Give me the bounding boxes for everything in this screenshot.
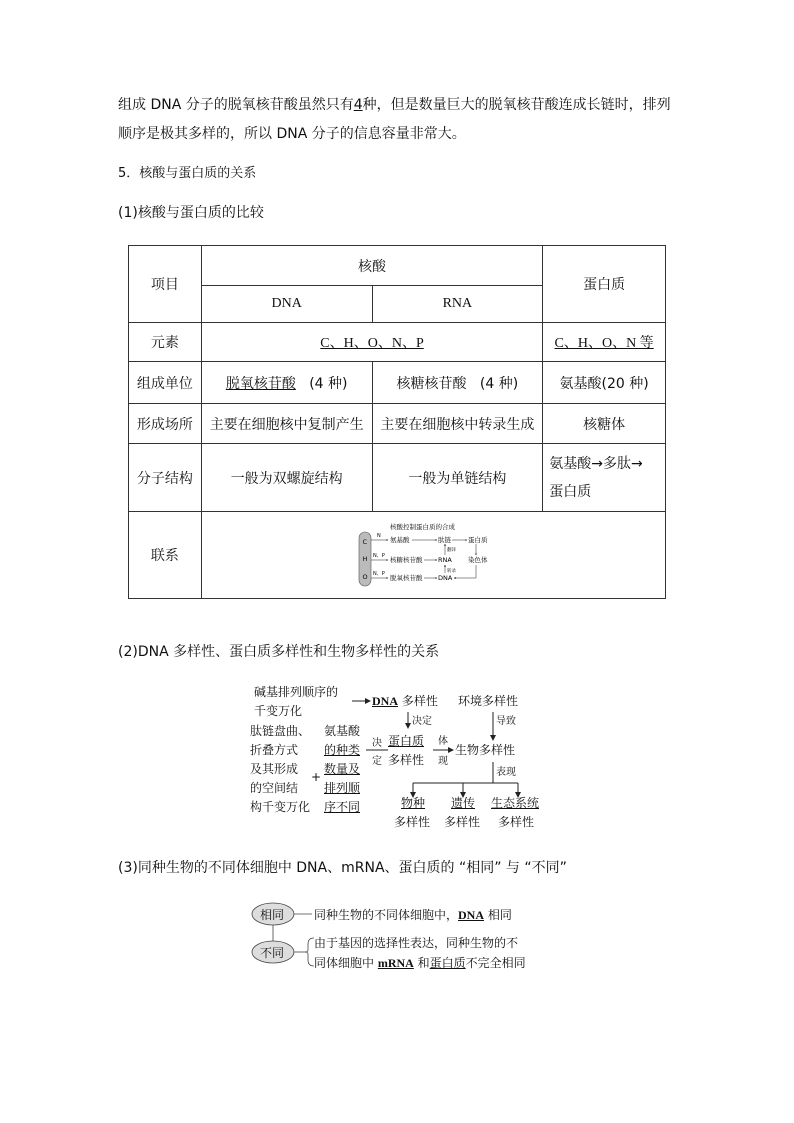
table-row: [129, 444, 666, 512]
label-chain: 及其形成: [250, 762, 299, 776]
diff-text-line-2: [314, 954, 526, 971]
node-rna: RNA: [438, 556, 453, 564]
node-ribonucleotide: 核糖核苷酸: [390, 556, 423, 564]
row-label: 分子结构: [129, 444, 202, 512]
node-text: 多样性: [401, 694, 438, 708]
label-cause: 导致: [496, 716, 516, 727]
node-protein: 蛋白质: [468, 536, 488, 544]
label-embody: 现: [438, 756, 448, 767]
comparison-table: [128, 245, 666, 599]
cell: [201, 362, 372, 404]
cell: 主要在细胞核中转录生成: [372, 404, 543, 444]
header-protein: 蛋白质: [543, 246, 666, 323]
text-protein: 蛋白质: [429, 956, 466, 970]
table-row: [129, 362, 666, 404]
subsection-title: (3)同种生物的不同体细胞中 DNA、mRNA、蛋白质的 “相同” 与 “不同”: [118, 860, 567, 876]
node-genetic: 遗传: [451, 796, 476, 810]
label-different: 不同: [260, 946, 285, 960]
row-label: 联系: [129, 512, 202, 599]
label-transcribe: 转录: [447, 569, 457, 574]
cell: C、H、O、N 等: [543, 323, 666, 362]
node-ecosystem: 生态系统: [491, 796, 540, 810]
node-protein: 蛋白质: [388, 734, 425, 748]
cell: 氨基酸(20 种): [543, 362, 666, 404]
label-embody: 体: [438, 736, 448, 747]
cell: [543, 444, 666, 512]
header-item: 项目: [129, 246, 202, 323]
subsection-title: (2)DNA 多样性、蛋白质多样性和生物多样性的关系: [118, 644, 440, 660]
label-np: N、P: [373, 553, 386, 559]
table-row: [129, 404, 666, 444]
subsection-title: (1)核酸与蛋白质的比较: [118, 205, 264, 221]
node-protein-diversity: 多样性: [388, 753, 425, 767]
diversity-diagram: [248, 680, 558, 835]
node-dna-diversity: [372, 692, 438, 711]
label-np: N、P: [373, 571, 386, 577]
node-amino-acid: 氨基酸: [390, 536, 410, 544]
cell: [372, 362, 543, 404]
node-deoxynucleotide: 脱氧核苷酸: [390, 574, 423, 582]
node-dna: DNA: [438, 574, 453, 582]
arrow-icon: →: [630, 455, 643, 472]
intro-number: 4: [353, 97, 363, 113]
node-peptide: 肽链: [438, 536, 452, 544]
text: 相同: [484, 908, 512, 922]
text: 和: [413, 956, 430, 970]
cell-text: 多肽: [602, 455, 631, 472]
label-amino-acid: 的种类: [324, 743, 361, 757]
node-text: 多样性: [498, 815, 535, 829]
header-dna: DNA: [201, 286, 372, 323]
label-decide: 决定: [412, 716, 432, 727]
text: 同体细胞中: [314, 956, 378, 970]
cell: 主要在细胞核中复制产生: [201, 404, 372, 444]
node-species: 物种: [401, 796, 426, 810]
same-diff-diagram: [250, 900, 550, 975]
diff-text-line-1: 由于基因的选择性表达，同种生物的不: [314, 936, 519, 950]
label-base-order: 碱基排列顺序的: [254, 685, 339, 699]
label-amino-acid: 氨基酸: [324, 724, 361, 738]
same-text: [314, 906, 512, 923]
label-chain: 的空间结: [250, 781, 299, 795]
label-amino-acid: 序不同: [324, 800, 361, 814]
diagram-title: 核酸控制蛋白质的合成: [390, 523, 456, 531]
node-text: 多样性: [394, 815, 431, 829]
label-translate: 翻译: [447, 548, 457, 553]
element-c: C: [362, 538, 368, 546]
table-row: [129, 512, 666, 599]
cell: [201, 512, 665, 599]
intro-line-1: [118, 95, 671, 115]
node-chromosome: 染色体: [468, 556, 488, 564]
cell: 一般为单链结构: [372, 444, 543, 512]
cell-text: 氨基酸: [549, 455, 592, 472]
label-decide: 决: [372, 738, 382, 749]
intro-line-2: 顺序是极其多样的，所以 DNA 分子的信息容量非常大。: [118, 126, 466, 142]
label-chain: 折叠方式: [250, 743, 299, 757]
cell-text: 蛋白质: [549, 483, 592, 500]
node-env-diversity: 环境多样性: [458, 694, 519, 708]
element-h: H: [362, 555, 368, 563]
label-chain: 肽链盘曲、: [250, 724, 311, 738]
cell: 核糖体: [543, 404, 666, 444]
row-label: 组成单位: [129, 362, 202, 404]
cell: 一般为双螺旋结构: [201, 444, 372, 512]
table-row: [129, 323, 666, 362]
label-chain: 构千变万化: [250, 800, 311, 814]
plus-sign: +: [311, 770, 322, 784]
text: 不完全相同: [465, 956, 526, 970]
label-base-order: 千变万化: [254, 704, 303, 718]
label-amino-acid: 排列顺: [324, 781, 361, 795]
cell-text: 脱氧核苷酸: [225, 375, 296, 392]
cell-text: (4 种): [309, 375, 348, 392]
text-mrna: mRNA: [377, 956, 414, 970]
cell: C、H、O、N、P: [201, 323, 542, 362]
label-n: N: [377, 533, 382, 539]
label-show: 表现: [496, 767, 516, 778]
nucleic-protein-diagram: [358, 522, 508, 588]
cell-text: 核糖核苷酸: [396, 375, 467, 392]
text-dna: DNA: [458, 908, 485, 922]
arrow-icon: →: [591, 455, 603, 472]
label-same: 相同: [260, 908, 285, 922]
header-rna: RNA: [372, 286, 543, 323]
text: 同种生物的不同体细胞中，: [314, 908, 459, 922]
element-o: O: [362, 573, 369, 581]
label-decide: 定: [372, 756, 382, 767]
row-label: 形成场所: [129, 404, 202, 444]
label-amino-acid: 数量及: [324, 762, 361, 776]
header-nucleic-acid: 核酸: [201, 246, 542, 286]
node-dna: DNA: [372, 694, 398, 708]
section-title: 5．核酸与蛋白质的关系: [118, 166, 257, 181]
node-text: 多样性: [444, 815, 481, 829]
intro-text: 组成 DNA 分子的脱氧核苷酸虽然只有: [118, 97, 354, 113]
cell-text: (4 种): [479, 375, 519, 392]
intro-text: 种，但是数量巨大的脱氧核苷酸连成长链时，排列: [362, 97, 671, 113]
row-label: 元素: [129, 323, 202, 362]
node-bio-diversity: 生物多样性: [455, 743, 516, 757]
